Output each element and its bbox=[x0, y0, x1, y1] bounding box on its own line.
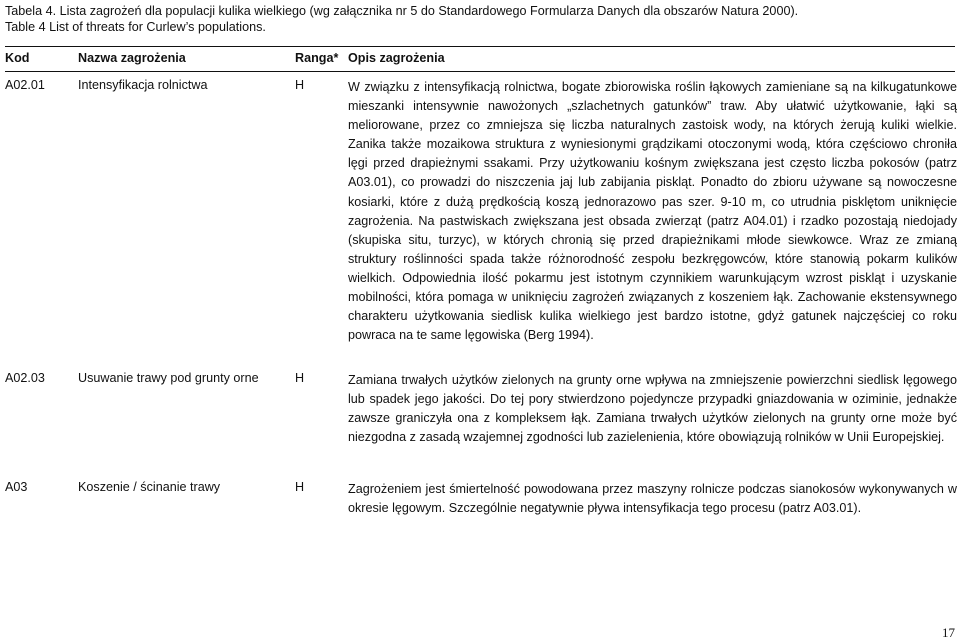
header-ranga: Ranga* bbox=[295, 51, 339, 65]
row-ranga: H bbox=[295, 371, 305, 385]
header-opis: Opis zagrożenia bbox=[348, 51, 445, 65]
row-kod: A02.01 bbox=[5, 78, 45, 92]
row-kod: A03 bbox=[5, 480, 28, 494]
row-ranga: H bbox=[295, 78, 305, 92]
table-top-rule bbox=[5, 46, 955, 47]
row-opis: Zagrożeniem jest śmiertelność powodowana przez maszyny rolnicze podczas sianokosów wykonywanych w okresie lęgowym. Szczególnie negatywnie pływa intensyfikacja tego procesu (patrz A03.01). bbox=[348, 482, 957, 516]
row-kod: A02.03 bbox=[5, 371, 45, 385]
header-nazwa: Nazwa zagrożenia bbox=[78, 51, 186, 65]
row-opis: W związku z intensyfikacją rolnictwa, bogate zbiorowiska roślin łąkowych zamieniane są na kilkugatunkowe mieszanki intensywnie nawożonych „szlachetnych gatunków” traw. Aby ułatwić użytkowanie, łąki są meliorowane, przez co zmniejsza się liczba naturalnych zastoisk wody, na których żerują kuliki wielkie. Zanika także mozaikowa struktura z wyniesionymi grądzikami otoczonymi wodą, która częściowo chroniła lęgi przed drapieżnymi ssakami. Przy użytkowaniu kośnym zwiększana jest często liczba pokosów (patrz A03.01), co prowadzi do niszczenia jaj lub zabijania piskląt. Ponadto do zbioru używane są nowoczesne kosiarki, które z dużą prędkością koszą jednorazowo pas szer. 9-10 m, co utrudnia pisklętom uniknięcie zagrożenia. Na pastwiskach zwiększana jest obsada zwierząt (patrz A04.01) i rzadko pozostają niedojady (skupiska situ, turzyc), w których chronią się przed drapieżnikami młode siewkowce. Wraz ze zmianą struktury roślinności spada także różnorodność zespołu bezkręgowców, które stanowią pokarm kulików wielkich. Odpowiednia ilość pokarmu jest istotnym czynnikiem warunkującym wzrost piskląt i uzyskanie mobilności, która pomaga w uniknięciu zagrożeń związanych z koszeniem łąk. Zachowanie ekstensywnego charakteru użytkowania siedlisk kulika wielkiego jest bardzo istotne, gdyż gatunek najczęściej co roku powraca na te same lęgowiska (Berg 1994). bbox=[348, 80, 957, 343]
caption-polish: Tabela 4. Lista zagrożeń dla populacji kulika wielkiego (wg załącznika nr 5 do Standardowego Formularza Danych dla obszarów Natura 2000). bbox=[5, 4, 799, 18]
table-header bbox=[5, 51, 955, 71]
table-row bbox=[5, 371, 955, 471]
table-caption bbox=[5, 3, 798, 35]
row-ranga: H bbox=[295, 480, 305, 494]
row-nazwa: Koszenie / ścinanie trawy bbox=[78, 480, 221, 494]
page-number: 17 bbox=[942, 625, 955, 640]
header-kod: Kod bbox=[5, 51, 30, 65]
table-row bbox=[5, 78, 955, 358]
caption-english: Table 4 List of threats for Curlew’s populations. bbox=[5, 20, 266, 34]
row-nazwa: Usuwanie trawy pod grunty orne bbox=[78, 371, 259, 385]
row-opis: Zamiana trwałych użytków zielonych na grunty orne wpływa na zmniejszenie powierzchni siedlisk lęgowego lub spadek jego jakości. Do tej pory stwierdzono pojedyncze przypadki gniazdowania w oziminie, jednakże zawsze graniczyła ona z kompleksem łąk. Zamiana trwałych użytków zielonych na grunty orne może być niezgodna z zasadą wzajemnej zgodności lub zazielenienia, które obowiązują rolników w Unii Europejskiej. bbox=[348, 373, 957, 445]
table-header-rule bbox=[5, 71, 955, 72]
table-row bbox=[5, 480, 955, 540]
row-nazwa: Intensyfikacja rolnictwa bbox=[78, 78, 208, 92]
